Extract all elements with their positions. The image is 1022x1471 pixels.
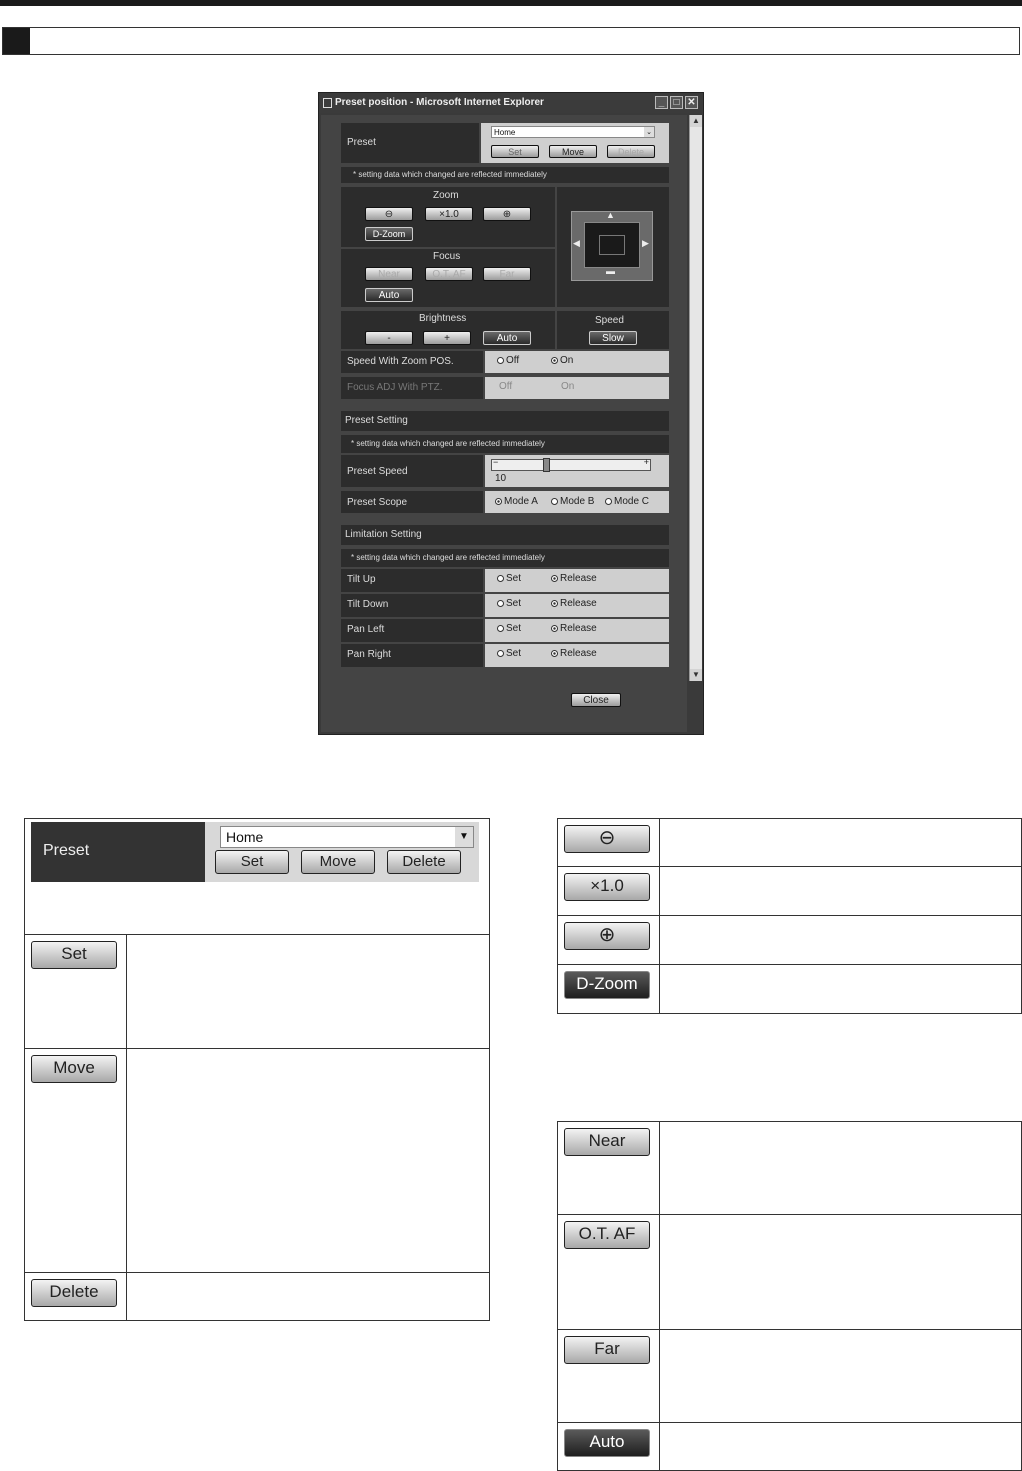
move-button-sample: Move (31, 1055, 117, 1083)
pan-right-icon[interactable]: ▶ (642, 238, 649, 248)
brightness-label: Brightness (419, 313, 467, 324)
close-button[interactable]: Close (571, 693, 621, 707)
slider-minus-icon[interactable]: − (493, 457, 499, 467)
zoom-out-button[interactable] (365, 207, 413, 221)
preset-enlarged-select[interactable] (220, 826, 474, 848)
pan-left-icon[interactable]: ◀ (573, 238, 580, 248)
brightness-auto-button[interactable]: Auto (483, 331, 531, 345)
preset-notice-text: * setting data which changed are reflected immediately (351, 439, 545, 448)
preset-speed-slider[interactable] (485, 455, 669, 487)
section-marker (3, 28, 30, 54)
zoom-in-button-sample: ⊕ (564, 922, 650, 950)
auto-callout-cell (558, 1423, 660, 1471)
focus-adj-options (485, 377, 669, 399)
brightness-panel (341, 311, 555, 349)
focus-near-button[interactable]: Near (365, 267, 413, 281)
preset-scope-label: Preset Scope (347, 497, 408, 508)
limit-set-radio[interactable]: Set (497, 573, 521, 584)
zoom-out-callout-cell (558, 819, 660, 867)
move-callout-cell (25, 1049, 127, 1273)
pan-right-options (485, 644, 669, 667)
preset-speed-value: 10 (495, 473, 507, 484)
zoom-out-icon: ⊖ (384, 209, 394, 220)
limitation-row-label: Tilt Up (347, 574, 376, 585)
limitation-setting-header (341, 525, 669, 545)
window-titlebar (319, 93, 703, 113)
focus-callout-table (557, 1121, 1022, 1471)
preset-move-button[interactable]: Move (549, 145, 597, 158)
speed-panel (557, 311, 669, 349)
speed-label: Speed (595, 315, 624, 326)
zoom-in-icon: ⊕ (502, 209, 512, 220)
set-callout-text (127, 935, 490, 1049)
zoom-reset-callout-text (660, 867, 1022, 916)
pan-right-label-cell (341, 644, 483, 667)
slider-track[interactable] (491, 459, 651, 471)
zoom-callout-table (557, 818, 1022, 1014)
limit-release-radio[interactable]: Release (551, 598, 597, 609)
limitation-row-label: Pan Right (347, 649, 391, 660)
focus-panel (341, 249, 555, 307)
pan-left-label-cell (341, 619, 483, 642)
focus-far-button[interactable]: Far (483, 267, 531, 281)
auto-button-sample: Auto (564, 1429, 650, 1457)
slider-plus-icon[interactable]: + (643, 457, 649, 467)
limit-release-radio[interactable]: Release (551, 573, 597, 584)
dzoom-callout-text (660, 965, 1022, 1014)
window-scrollbar[interactable] (689, 115, 702, 681)
d-zoom-button[interactable]: D-Zoom (365, 227, 413, 241)
focus-auto-button[interactable]: Auto (365, 288, 413, 302)
preset-scope-label-cell (341, 491, 483, 513)
minimize-icon[interactable]: _ (655, 96, 668, 109)
section-header-bar (2, 27, 1020, 55)
chevron-down-icon: ▼ (455, 827, 473, 847)
pan-left-options (485, 619, 669, 642)
set-callout-cell (25, 935, 127, 1049)
tilt-up-icon[interactable]: ▲ (606, 210, 615, 220)
delete-callout-cell (25, 1273, 127, 1321)
preset-enlarged-controls (205, 822, 479, 882)
auto-callout-text (660, 1423, 1022, 1471)
zoom-reset-button[interactable]: ×1.0 (425, 207, 473, 221)
limit-release-radio[interactable]: Release (551, 623, 597, 634)
pan-tilt-area[interactable] (584, 222, 640, 268)
center-frame-icon (599, 235, 625, 255)
scope-mode-b-radio[interactable]: Mode B (551, 496, 594, 507)
pan-tilt-panel (557, 187, 669, 307)
preset-setting-header (341, 411, 669, 431)
preset-callout-header (25, 819, 490, 935)
speed-zoom-options (485, 351, 669, 373)
otaf-callout-text (660, 1215, 1022, 1330)
preset-speed-label-cell (341, 455, 483, 487)
near-button-sample: Near (564, 1128, 650, 1156)
chevron-down-icon: ⌄ (644, 127, 654, 137)
zoom-panel (341, 187, 555, 247)
far-button-sample: Far (564, 1336, 650, 1364)
limit-set-radio[interactable]: Set (497, 648, 521, 659)
preset-controls (481, 123, 669, 163)
tilt-down-label-cell (341, 594, 483, 617)
limit-set-radio[interactable]: Set (497, 598, 521, 609)
preset-scope-options (485, 491, 669, 513)
limitation-notice-row (341, 549, 669, 567)
zoom-in-callout-cell (558, 916, 660, 965)
zoom-out-button-sample: ⊖ (564, 825, 650, 853)
delete-callout-text (127, 1273, 490, 1321)
focus-otaf-button[interactable]: O.T. AF (425, 267, 473, 281)
set-button-sample: Set (31, 941, 117, 969)
brightness-plus-button[interactable]: + (423, 331, 471, 345)
window-title: Preset position - Microsoft Internet Explorer (335, 97, 544, 108)
preset-setting-title: Preset Setting (345, 415, 408, 426)
focus-adj-label-cell (341, 377, 483, 399)
tilt-down-options (485, 594, 669, 617)
slider-thumb[interactable] (543, 458, 550, 472)
otaf-callout-cell (558, 1215, 660, 1330)
tilt-up-label-cell (341, 569, 483, 592)
preset-enlarged (31, 822, 479, 882)
zoom-reset-callout-cell (558, 867, 660, 916)
preset-enlarged-set-button[interactable]: Set (215, 850, 289, 874)
dzoom-callout-cell (558, 965, 660, 1014)
limitation-notice-text: * setting data which changed are reflected immediately (351, 553, 545, 562)
otaf-button-sample: O.T. AF (564, 1221, 650, 1249)
tilt-down-icon[interactable]: ▬ (606, 266, 615, 276)
limitation-row-label: Pan Left (347, 624, 385, 635)
zoom-out-callout-text (660, 819, 1022, 867)
limitation-row-label: Tilt Down (347, 599, 389, 610)
zoom-label: Zoom (433, 190, 459, 201)
pan-tilt-pad[interactable] (571, 211, 653, 281)
close-window-icon[interactable]: ✕ (685, 96, 698, 109)
speed-zoom-label-cell (341, 351, 483, 373)
preset-enlarged-move-button[interactable]: Move (301, 850, 375, 874)
preset-set-button[interactable]: Set (491, 145, 539, 158)
focus-adj-off-radio[interactable]: Off (499, 381, 513, 392)
preset-callout-table (24, 818, 490, 1321)
tilt-up-options (485, 569, 669, 592)
preset-select-value: Home (494, 128, 516, 137)
preset-enlarged-label: Preset (43, 842, 90, 859)
near-callout-text (660, 1122, 1022, 1215)
preset-delete-button[interactable]: Delete (607, 145, 655, 158)
limit-release-radio[interactable]: Release (551, 648, 597, 659)
scroll-down-icon[interactable]: ▼ (690, 669, 702, 681)
ie-page-icon (323, 98, 332, 108)
notice-text: * setting data which changed are reflected immediately (353, 170, 547, 179)
preset-select[interactable] (491, 126, 655, 138)
speed-zoom-off-radio[interactable]: Off (497, 355, 519, 366)
window-content (321, 115, 687, 732)
notice-row (341, 167, 669, 183)
speed-slow-button[interactable]: Slow (589, 331, 637, 345)
preset-label: Preset (347, 137, 376, 148)
focus-adj-label: Focus ADJ With PTZ. (347, 382, 443, 393)
dzoom-button-sample: D-Zoom (564, 971, 650, 999)
preset-label-cell (341, 123, 479, 163)
scroll-up-icon[interactable]: ▲ (690, 115, 702, 127)
preset-enlarged-delete-button[interactable]: Delete (387, 850, 461, 874)
far-callout-cell (558, 1330, 660, 1423)
scope-mode-c-radio[interactable]: Mode C (605, 496, 649, 507)
move-callout-text (127, 1049, 490, 1273)
zoom-in-callout-text (660, 916, 1022, 965)
speed-zoom-label: Speed With Zoom POS. (347, 356, 454, 367)
limitation-setting-title: Limitation Setting (345, 529, 422, 540)
scope-mode-a-radio[interactable]: Mode A (495, 496, 538, 507)
zoom-in-button[interactable] (483, 207, 531, 221)
preset-position-window (318, 92, 704, 735)
top-rule (0, 0, 1022, 6)
near-callout-cell (558, 1122, 660, 1215)
zoom-reset-button-sample: ×1.0 (564, 873, 650, 901)
speed-zoom-on-radio[interactable]: On (551, 355, 573, 366)
preset-notice-row (341, 435, 669, 453)
far-callout-text (660, 1330, 1022, 1423)
focus-adj-on-radio[interactable]: On (561, 381, 575, 392)
limit-set-radio[interactable]: Set (497, 623, 521, 634)
preset-enlarged-value: Home (226, 829, 264, 845)
delete-button-sample: Delete (31, 1279, 117, 1307)
preset-speed-label: Preset Speed (347, 466, 408, 477)
focus-label: Focus (433, 251, 461, 262)
brightness-minus-button[interactable]: - (365, 331, 413, 345)
maximize-icon[interactable]: □ (670, 96, 683, 109)
